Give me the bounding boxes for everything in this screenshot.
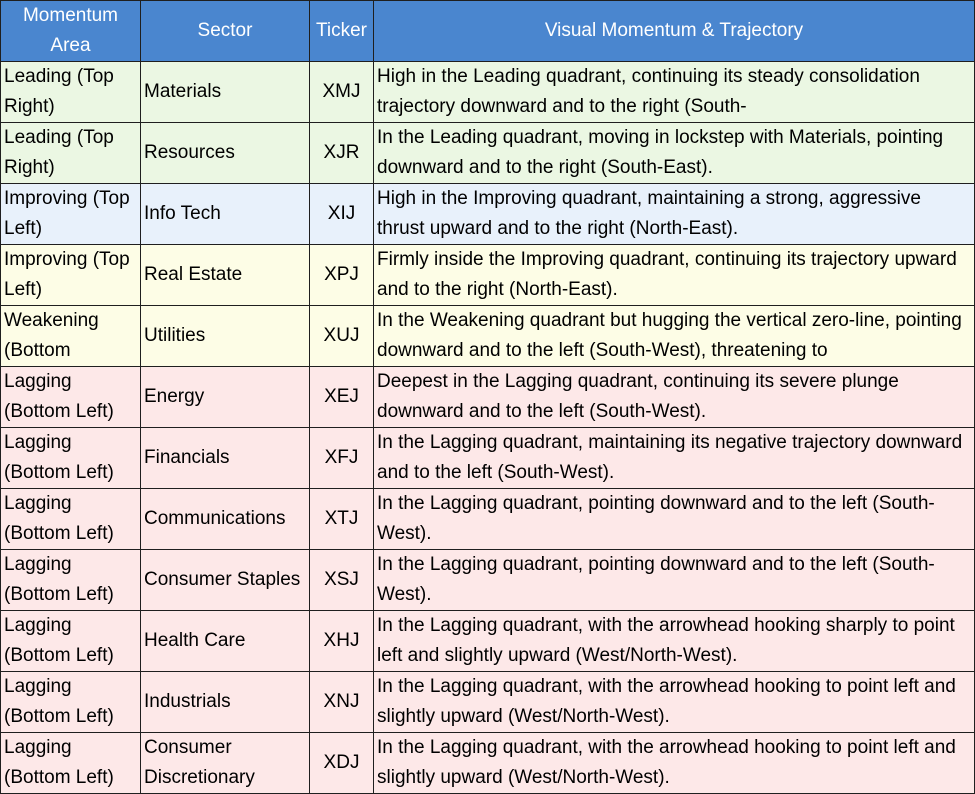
momentum-area-cell: Improving (Top Left)	[1, 184, 141, 245]
momentum-area-cell: Lagging (Bottom Left)	[1, 428, 141, 489]
trajectory-cell: High in the Leading quadrant, continuing its steady consolidation trajectory downward and to the right (South-	[374, 62, 975, 123]
trajectory-cell: In the Lagging quadrant, with the arrowhead hooking to point left and slightly upward (West/North-West).	[374, 672, 975, 733]
table-row	[1, 123, 975, 184]
sector-cell: Real Estate	[141, 245, 310, 306]
sector-cell: Financials	[141, 428, 310, 489]
ticker-cell: XMJ	[310, 62, 374, 123]
header-visual-momentum: Visual Momentum & Trajectory	[374, 1, 975, 62]
ticker-cell: XNJ	[310, 672, 374, 733]
trajectory-cell: In the Lagging quadrant, with the arrowhead hooking to point left and slightly upward (West/North-West).	[374, 733, 975, 794]
ticker-cell: XFJ	[310, 428, 374, 489]
header-row	[1, 1, 975, 62]
momentum-area-cell: Lagging (Bottom Left)	[1, 733, 141, 794]
trajectory-cell: In the Lagging quadrant, maintaining its negative trajectory downward and to the left (South-West).	[374, 428, 975, 489]
momentum-area-cell: Lagging (Bottom Left)	[1, 489, 141, 550]
ticker-cell: XTJ	[310, 489, 374, 550]
trajectory-cell: In the Leading quadrant, moving in lockstep with Materials, pointing downward and to the right (South-East).	[374, 123, 975, 184]
momentum-area-cell: Improving (Top Left)	[1, 245, 141, 306]
table-row	[1, 489, 975, 550]
momentum-area-cell: Lagging (Bottom Left)	[1, 611, 141, 672]
sector-cell: Energy	[141, 367, 310, 428]
table-row	[1, 550, 975, 611]
momentum-area-cell: Lagging (Bottom Left)	[1, 367, 141, 428]
ticker-cell: XSJ	[310, 550, 374, 611]
table-row	[1, 611, 975, 672]
trajectory-cell: In the Lagging quadrant, with the arrowhead hooking sharply to point left and slightly upward (West/North-West).	[374, 611, 975, 672]
sector-cell: Consumer Staples	[141, 550, 310, 611]
table-row	[1, 306, 975, 367]
header-sector: Sector	[141, 1, 310, 62]
sector-cell: Utilities	[141, 306, 310, 367]
momentum-area-cell: Lagging (Bottom Left)	[1, 672, 141, 733]
table-row	[1, 62, 975, 123]
sector-cell: Communications	[141, 489, 310, 550]
ticker-cell: XIJ	[310, 184, 374, 245]
ticker-cell: XPJ	[310, 245, 374, 306]
momentum-area-cell: Lagging (Bottom Left)	[1, 550, 141, 611]
header-momentum-area: Momentum Area	[1, 1, 141, 62]
momentum-area-cell: Leading (Top Right)	[1, 123, 141, 184]
ticker-cell: XHJ	[310, 611, 374, 672]
trajectory-cell: Firmly inside the Improving quadrant, continuing its trajectory upward and to the right (North-East).	[374, 245, 975, 306]
trajectory-cell: In the Lagging quadrant, pointing downward and to the left (South-West).	[374, 550, 975, 611]
trajectory-cell: High in the Improving quadrant, maintaining a strong, aggressive thrust upward and to the right (North-East).	[374, 184, 975, 245]
table-row	[1, 428, 975, 489]
sector-cell: Health Care	[141, 611, 310, 672]
sector-cell: Consumer Discretionary	[141, 733, 310, 794]
ticker-cell: XDJ	[310, 733, 374, 794]
sector-cell: Materials	[141, 62, 310, 123]
table-row	[1, 733, 975, 794]
ticker-cell: XJR	[310, 123, 374, 184]
table-row	[1, 245, 975, 306]
trajectory-cell: Deepest in the Lagging quadrant, continuing its severe plunge downward and to the left (South-West).	[374, 367, 975, 428]
trajectory-cell: In the Weakening quadrant but hugging the vertical zero-line, pointing downward and to the left (South-West), threatening to	[374, 306, 975, 367]
table-row	[1, 367, 975, 428]
ticker-cell: XEJ	[310, 367, 374, 428]
table-row	[1, 672, 975, 733]
header-ticker: Ticker	[310, 1, 374, 62]
sector-cell: Industrials	[141, 672, 310, 733]
ticker-cell: XUJ	[310, 306, 374, 367]
sector-cell: Info Tech	[141, 184, 310, 245]
momentum-area-cell: Weakening (Bottom	[1, 306, 141, 367]
trajectory-cell: In the Lagging quadrant, pointing downward and to the left (South-West).	[374, 489, 975, 550]
sector-cell: Resources	[141, 123, 310, 184]
momentum-area-cell: Leading (Top Right)	[1, 62, 141, 123]
table-row	[1, 184, 975, 245]
